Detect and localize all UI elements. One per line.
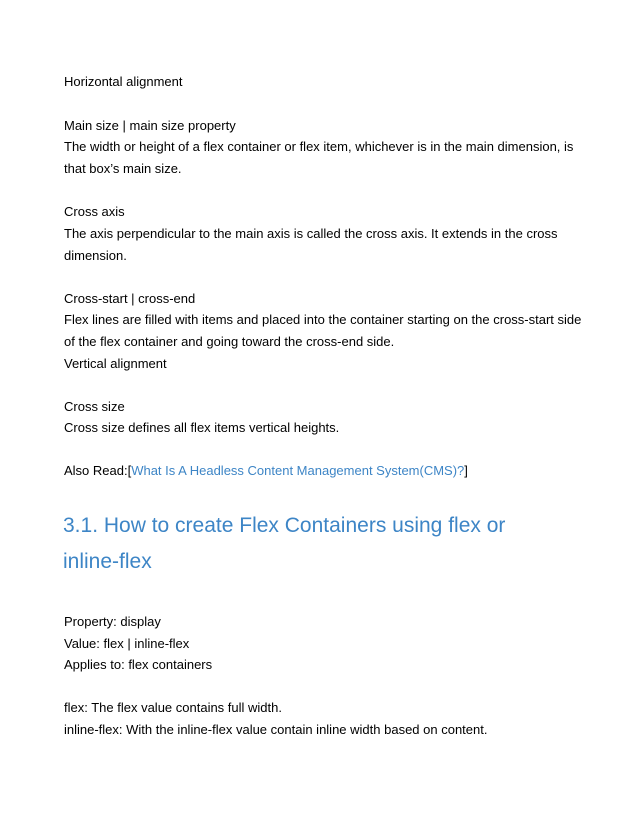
- cross-start-end-definition-line-1: Flex lines are filled with items and placed into the container starting on the cross-start side: [64, 312, 582, 327]
- cross-axis-term: Cross axis: [64, 204, 125, 219]
- also-read-link[interactable]: What Is A Headless Content Management System(CMS)?: [131, 463, 465, 478]
- cross-start-end-term: Cross-start | cross-end: [64, 291, 196, 306]
- property-line: Property: display: [64, 614, 161, 629]
- cross-axis-definition-line-2: dimension.: [64, 248, 127, 263]
- also-read-prefix: Also Read:[: [64, 463, 132, 478]
- cross-start-end-definition-line-2: of the flex container and going toward the cross-end side.: [64, 334, 395, 349]
- also-read-suffix: ]: [464, 463, 468, 478]
- section-heading-line-2: inline-flex: [63, 550, 152, 573]
- flex-value-description: flex: The flex value contains full width.: [64, 700, 282, 715]
- value-line: Value: flex | inline-flex: [64, 636, 190, 651]
- main-size-definition-line-2: that box’s main size.: [64, 161, 182, 176]
- also-read-line: [64, 463, 468, 479]
- main-size-term: Main size | main size property: [64, 118, 236, 133]
- horizontal-alignment-text: Horizontal alignment: [64, 74, 183, 89]
- vertical-alignment-text: Vertical alignment: [64, 356, 167, 371]
- inline-flex-value-description: inline-flex: With the inline-flex value contain inline width based on content.: [64, 722, 488, 737]
- cross-axis-definition-line-1: The axis perpendicular to the main axis is called the cross axis. It extends in the cross: [64, 226, 558, 241]
- section-heading-line-1: 3.1. How to create Flex Containers using flex or: [63, 514, 506, 537]
- cross-size-definition: Cross size defines all flex items vertical heights.: [64, 420, 340, 435]
- main-size-definition-line-1: The width or height of a flex container or flex item, whichever is in the main dimension, is: [64, 139, 574, 154]
- cross-size-term: Cross size: [64, 399, 125, 414]
- applies-to-line: Applies to: flex containers: [64, 657, 213, 672]
